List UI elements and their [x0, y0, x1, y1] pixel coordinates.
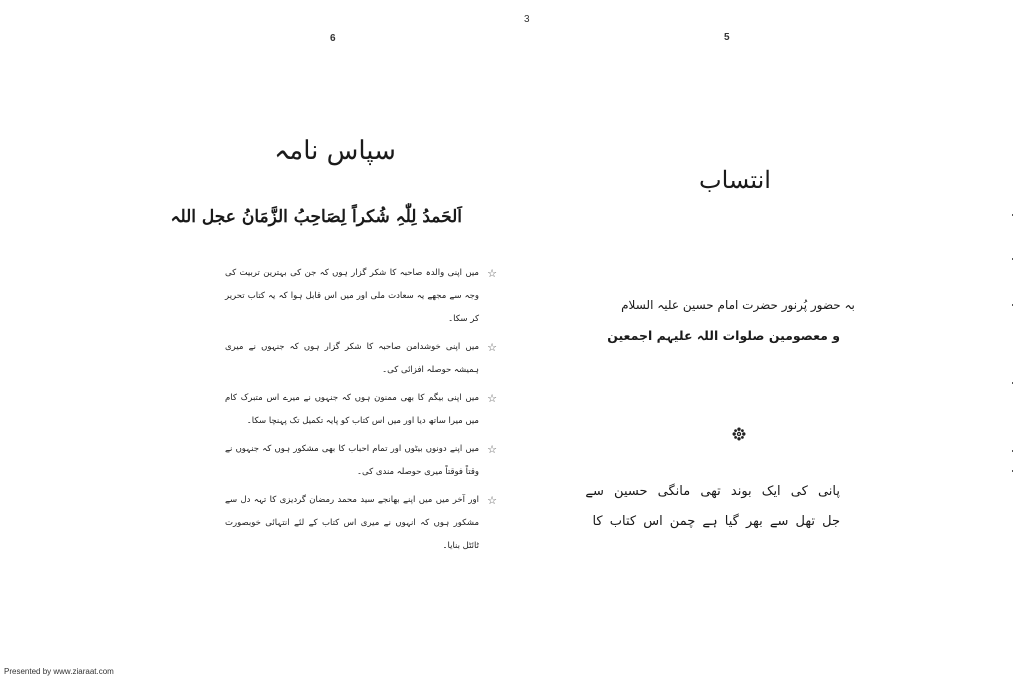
- scan-speck: [1012, 382, 1013, 384]
- star-icon: ☆: [487, 392, 497, 405]
- list-item-text: میں اپنے دونوں بیٹوں اور تمام احباب کا بھی مشکور ہوں کہ جنہوں نے وقتاً فوقتاً میری حوصلہ مندی کی۔: [225, 444, 479, 477]
- scan-speck: [1012, 470, 1013, 472]
- list-item: [225, 336, 497, 382]
- flower-ornament-icon: [732, 427, 746, 441]
- list-item-text: میں اپنی والدہ صاحبہ کا شکر گزار ہوں کہ جن کی بہترین تربیت کی وجہ سے مجھے یہ سعادت ملی اور میں اس قابل ہوا کہ یہ کتاب تحریر کر سکا۔: [225, 268, 479, 324]
- left-page-number: 6: [330, 33, 336, 44]
- scan-speck: [1012, 450, 1013, 452]
- star-icon: ☆: [487, 341, 497, 354]
- right-page-number: 5: [724, 32, 730, 43]
- list-item: [225, 262, 497, 331]
- list-item: [225, 438, 497, 484]
- star-icon: ☆: [487, 267, 497, 280]
- verse-line-2: جل تھل سے بھر گیا ہے چمن اس کتاب کا: [592, 514, 840, 529]
- scan-speck: [1012, 214, 1013, 216]
- star-icon: ☆: [487, 494, 497, 507]
- scan-speck: [1012, 304, 1013, 306]
- list-item-text: میں اپنی بیگم کا بھی ممنون ہوں کہ جنہوں نے میرے اس متبرک کام میں میرا ساتھ دیا اور میں اس کتاب کو پایہ تکمیل تک پہنچا سکا۔: [225, 393, 479, 426]
- praise-heading: اَلحَمدُ لِلّٰہِ شُکراً لِصَاحِبُ الزَّمَانُ عجل اللہ: [170, 207, 462, 227]
- acknowledgement-list: [225, 262, 497, 563]
- top-page-number: 3: [524, 14, 530, 25]
- verse-line-1: پانی کی ایک بوند تھی مانگی حسین سے: [585, 484, 840, 499]
- dedication-line-2: و معصومین صلوات اللہ علیہم اجمعین: [607, 328, 840, 343]
- list-item-text: اور آخر میں میں اپنے بھانجے سید محمد رمضان گردیزی کا تہہ دل سے مشکور ہوں کہ انہوں نے میری اس کتاب کے لئے انتہائی خوبصورت ٹائٹل بنایا۔: [225, 495, 479, 551]
- list-item: [225, 387, 497, 433]
- presented-by-footer: Presented by www.ziaraat.com: [4, 667, 114, 676]
- list-item-text: میں اپنی خوشدامن صاحبہ کا شکر گزار ہوں کہ جنہوں نے میری ہمیشہ حوصلہ افزائی کی۔: [225, 342, 479, 375]
- star-icon: ☆: [487, 443, 497, 456]
- dedication-line-1: بہ حضور پُرنور حضرت امام حسین علیہ السلام: [621, 298, 855, 312]
- scan-speck: [1012, 258, 1013, 260]
- dedication-title: انتساب: [699, 166, 771, 194]
- acknowledgement-title: سپاس نامہ: [274, 136, 396, 166]
- list-item: [225, 489, 497, 558]
